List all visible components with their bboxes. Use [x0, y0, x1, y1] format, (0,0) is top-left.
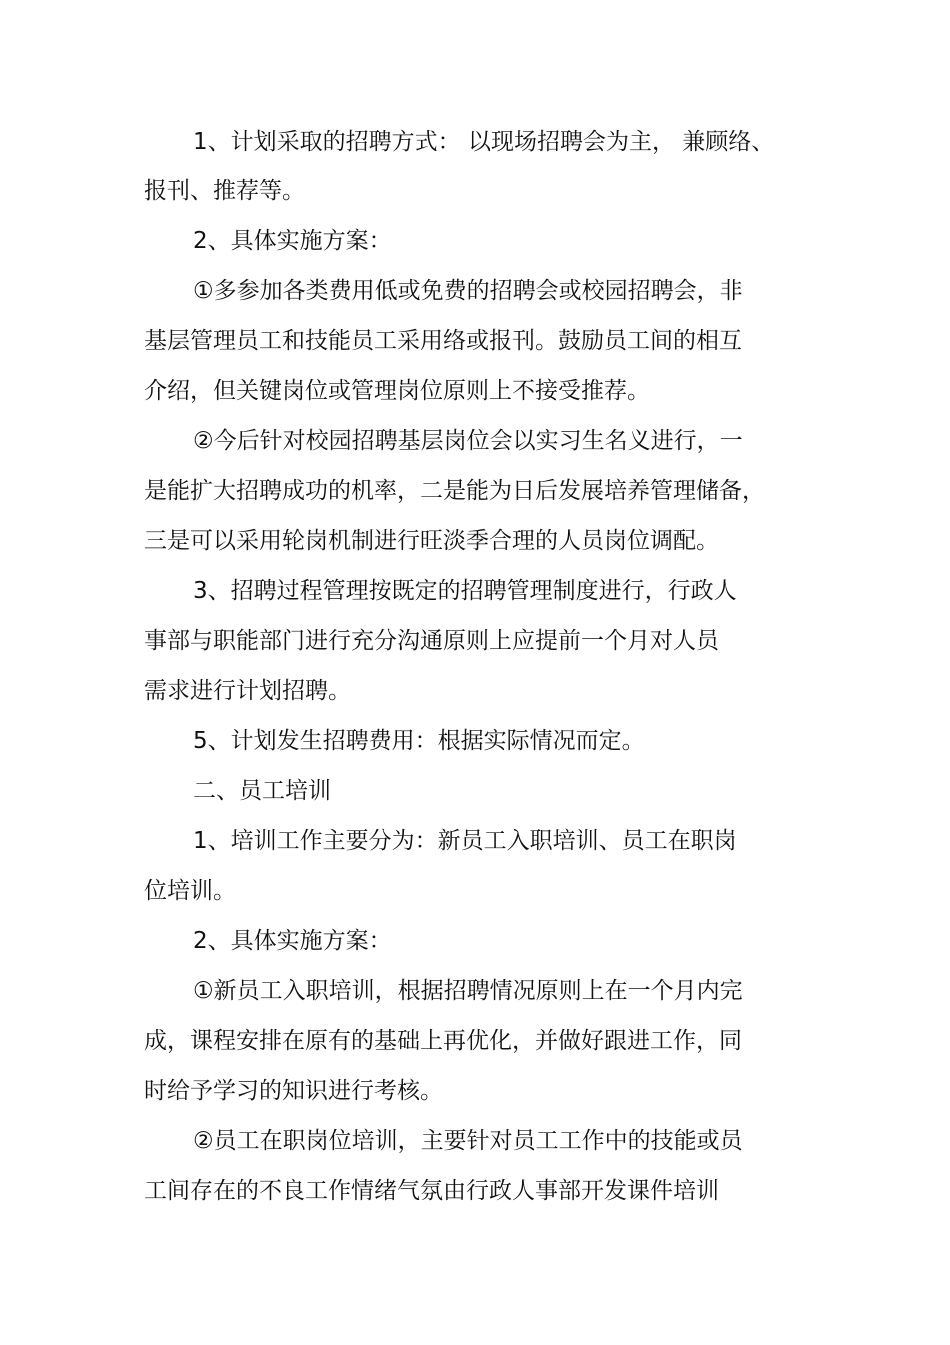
text-line: 2、具体实施方案： — [193, 928, 392, 954]
text-line: ①多参加各类费用低或免费的招聘会或校园招聘会，非 — [193, 278, 743, 304]
section-heading: 二、员工培训 — [193, 778, 331, 804]
text-line: 基层管理员工和技能员工采用络或报刊。鼓励员工间的相互 — [144, 328, 742, 354]
text-line: 事部与职能部门进行充分沟通原则上应提前一个月对人员 — [144, 628, 719, 654]
text-line: ②今后针对校园招聘基层岗位会以实习生名义进行，一 — [193, 428, 743, 454]
text-line: 报刊、推荐等。 — [144, 178, 305, 204]
text-line: 时给予学习的知识进行考核。 — [144, 1078, 443, 1104]
text-line: ②员工在职岗位培训，主要针对员工工作中的技能或员 — [193, 1128, 743, 1154]
text-line: 2、具体实施方案： — [193, 228, 392, 254]
text-line: 5、计划发生招聘费用：根据实际情况而定。 — [193, 728, 645, 754]
text-line: 1、计划采取的招聘方式： 以现场招聘会为主， 兼顾络、 — [193, 129, 775, 155]
text-line: 三是可以采用轮岗机制进行旺淡季合理的人员岗位调配。 — [144, 528, 719, 554]
text-line: 是能扩大招聘成功的机率，二是能为日后发展培养管理储备， — [144, 478, 765, 504]
text-line: ①新员工入职培训，根据招聘情况原则上在一个月内完 — [193, 978, 743, 1004]
text-line: 位培训。 — [144, 878, 236, 904]
text-line: 需求进行计划招聘。 — [144, 678, 351, 704]
text-line: 成，课程安排在原有的基础上再优化，并做好跟进工作，同 — [144, 1028, 742, 1054]
text-line: 介绍，但关键岗位或管理岗位原则上不接受推荐。 — [144, 378, 650, 404]
text-line: 工间存在的不良工作情绪气氛由行政人事部开发课件培训 — [144, 1178, 719, 1204]
text-line: 1、培训工作主要分为：新员工入职培训、员工在职岗 — [193, 828, 737, 854]
text-line: 3、招聘过程管理按既定的招聘管理制度进行，行政人 — [193, 578, 737, 604]
